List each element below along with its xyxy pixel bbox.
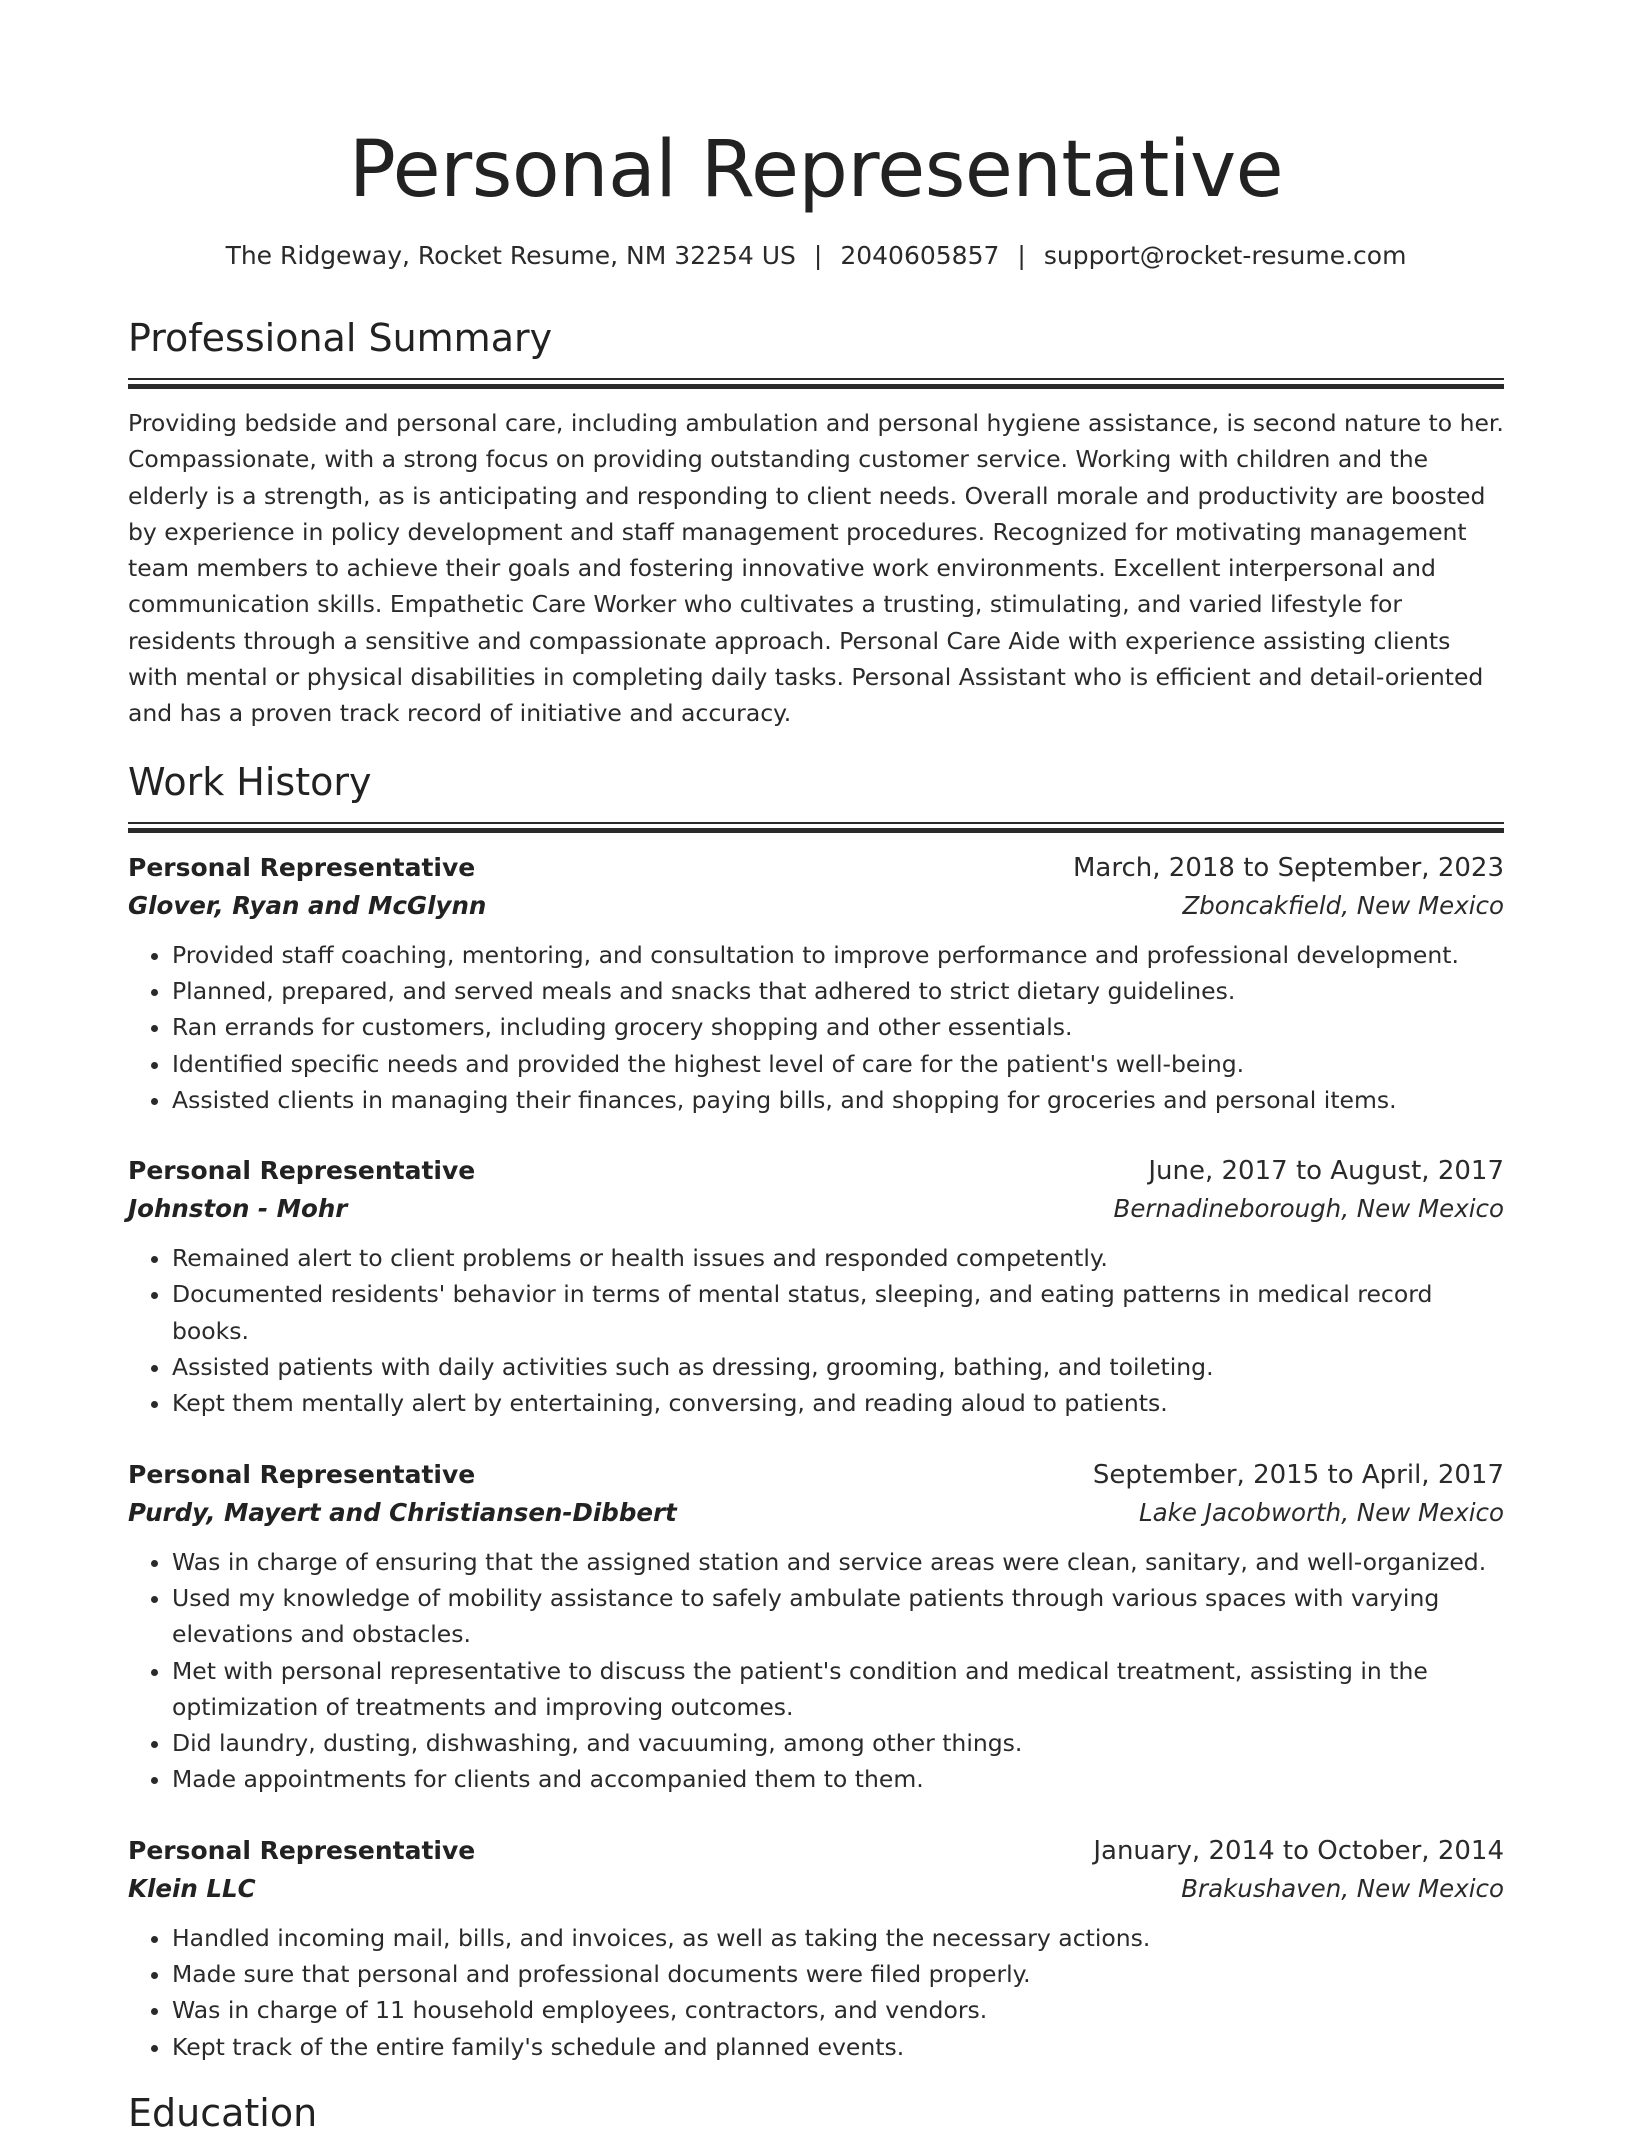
resume-page <box>128 0 1504 2135</box>
job-title: Personal Representative <box>128 1459 476 1489</box>
job-title: Personal Representative <box>128 852 476 882</box>
contact-separator: | <box>813 241 823 270</box>
job-bullets <box>128 1240 1504 1421</box>
job-bullet: • Kept track of the entire family's schedule and planned events. <box>172 2029 1504 2065</box>
section-title-summary: Professional Summary <box>128 316 553 360</box>
job-bullet: • Made sure that personal and professional documents were filed properly. <box>172 1956 1504 1992</box>
job-bullet: • Used my knowledge of mobility assistance to safely ambulate patients through various spaces with varying elevations and obstacles. <box>172 1580 1504 1653</box>
job-entry <box>128 1832 1504 2065</box>
section-title-work-history: Work History <box>128 759 372 804</box>
job-company: Klein LLC <box>128 1873 256 1903</box>
job-bullet: • Planned, prepared, and served meals and snacks that adhered to strict dietary guidelines. <box>172 973 1504 1009</box>
job-bullet: • Identified specific needs and provided the highest level of care for the patient's well-being. <box>172 1046 1504 1082</box>
job-bullet: • Did laundry, dusting, dishwashing, and vacuuming, among other things. <box>172 1725 1504 1761</box>
contact-email: support@rocket-resume.com <box>1043 241 1407 270</box>
section-title-education: Education <box>128 2090 318 2135</box>
job-dates: March, 2018 to September, 2023 <box>1073 852 1504 883</box>
job-bullet: • Kept them mentally alert by entertaining, conversing, and reading aloud to patients. <box>172 1385 1504 1421</box>
job-bullet: • Ran errands for customers, including grocery shopping and other essentials. <box>172 1009 1504 1045</box>
job-title: Personal Representative <box>128 1156 476 1186</box>
job-dates: September, 2015 to April, 2017 <box>1092 1459 1504 1490</box>
job-bullet: • Provided staff coaching, mentoring, and consultation to improve performance and professional development. <box>172 937 1504 973</box>
job-bullet: • Assisted clients in managing their finances, paying bills, and shopping for groceries and personal items. <box>172 1082 1504 1118</box>
job-bullet: • Met with personal representative to discuss the patient's condition and medical treatment, assisting in the optimization of treatments and improving outcomes. <box>172 1653 1504 1726</box>
job-bullet: • Remained alert to client problems or health issues and responded competently. <box>172 1240 1504 1276</box>
job-location: Bernadineborough, New Mexico <box>1113 1194 1504 1224</box>
job-company: Johnston - Mohr <box>128 1194 348 1224</box>
job-bullet: • Handled incoming mail, bills, and invoices, as well as taking the necessary actions. <box>172 1920 1504 1956</box>
job-company: Glover, Ryan and McGlynn <box>128 890 487 920</box>
job-bullets <box>128 1544 1504 1798</box>
job-title: Personal Representative <box>128 1835 476 1865</box>
contact-line <box>128 240 1504 272</box>
section-divider <box>128 822 1504 833</box>
job-company: Purdy, Mayert and Christiansen-Dibbert <box>128 1497 677 1527</box>
job-dates: January, 2014 to October, 2014 <box>1093 1835 1504 1866</box>
job-bullet: • Was in charge of 11 household employees, contractors, and vendors. <box>172 1992 1504 2028</box>
job-bullet: • Documented residents' behavior in terms of mental status, sleeping, and eating patterns in medical record books. <box>172 1276 1504 1349</box>
job-bullet: • Was in charge of ensuring that the assigned station and service areas were clean, sanitary, and well-organized. <box>172 1544 1504 1580</box>
job-bullets <box>128 1920 1504 2065</box>
job-location: Brakushaven, New Mexico <box>1181 1873 1504 1903</box>
contact-address: The Ridgeway, Rocket Resume, NM 32254 US <box>225 241 796 270</box>
job-entry <box>128 1456 1504 1798</box>
candidate-name: Personal Representative <box>348 125 1284 215</box>
job-bullets <box>128 937 1504 1118</box>
contact-phone: 2040605857 <box>840 241 1000 270</box>
job-entry <box>128 1152 1504 1421</box>
contact-separator: | <box>1017 241 1026 270</box>
job-location: Lake Jacobworth, New Mexico <box>1139 1497 1504 1527</box>
section-divider <box>128 378 1504 389</box>
summary-text: Providing bedside and personal care, including ambulation and personal hygiene assistance, is second nature to her. Compassionate, with a strong focus on providing outstanding customer service. Working with children and the elderly is a strength, as is anticipating and responding to client needs. Overall morale and productivity are boosted by experience in policy development and staff management procedures. Recognized for motivating management team members to achieve their goals and fostering innovative work environments. Excellent interpersonal and communication skills. Empathetic Care Worker who cultivates a trusting, stimulating, and varied lifestyle for residents through a sensitive and compassionate approach. Personal Care Aide with experience assisting clients with mental or physical disabilities in completing daily tasks. Personal Assistant who is efficient and detail-oriented and has a proven track record of initiative and accuracy. <box>128 409 1504 728</box>
job-bullet: • Assisted patients with daily activities such as dressing, grooming, bathing, and toileting. <box>172 1349 1504 1385</box>
job-entry <box>128 849 1504 1118</box>
job-location: Zboncakfield, New Mexico <box>1182 890 1504 920</box>
job-bullet: • Made appointments for clients and accompanied them to them. <box>172 1761 1504 1797</box>
job-dates: June, 2017 to August, 2017 <box>1148 1156 1504 1187</box>
